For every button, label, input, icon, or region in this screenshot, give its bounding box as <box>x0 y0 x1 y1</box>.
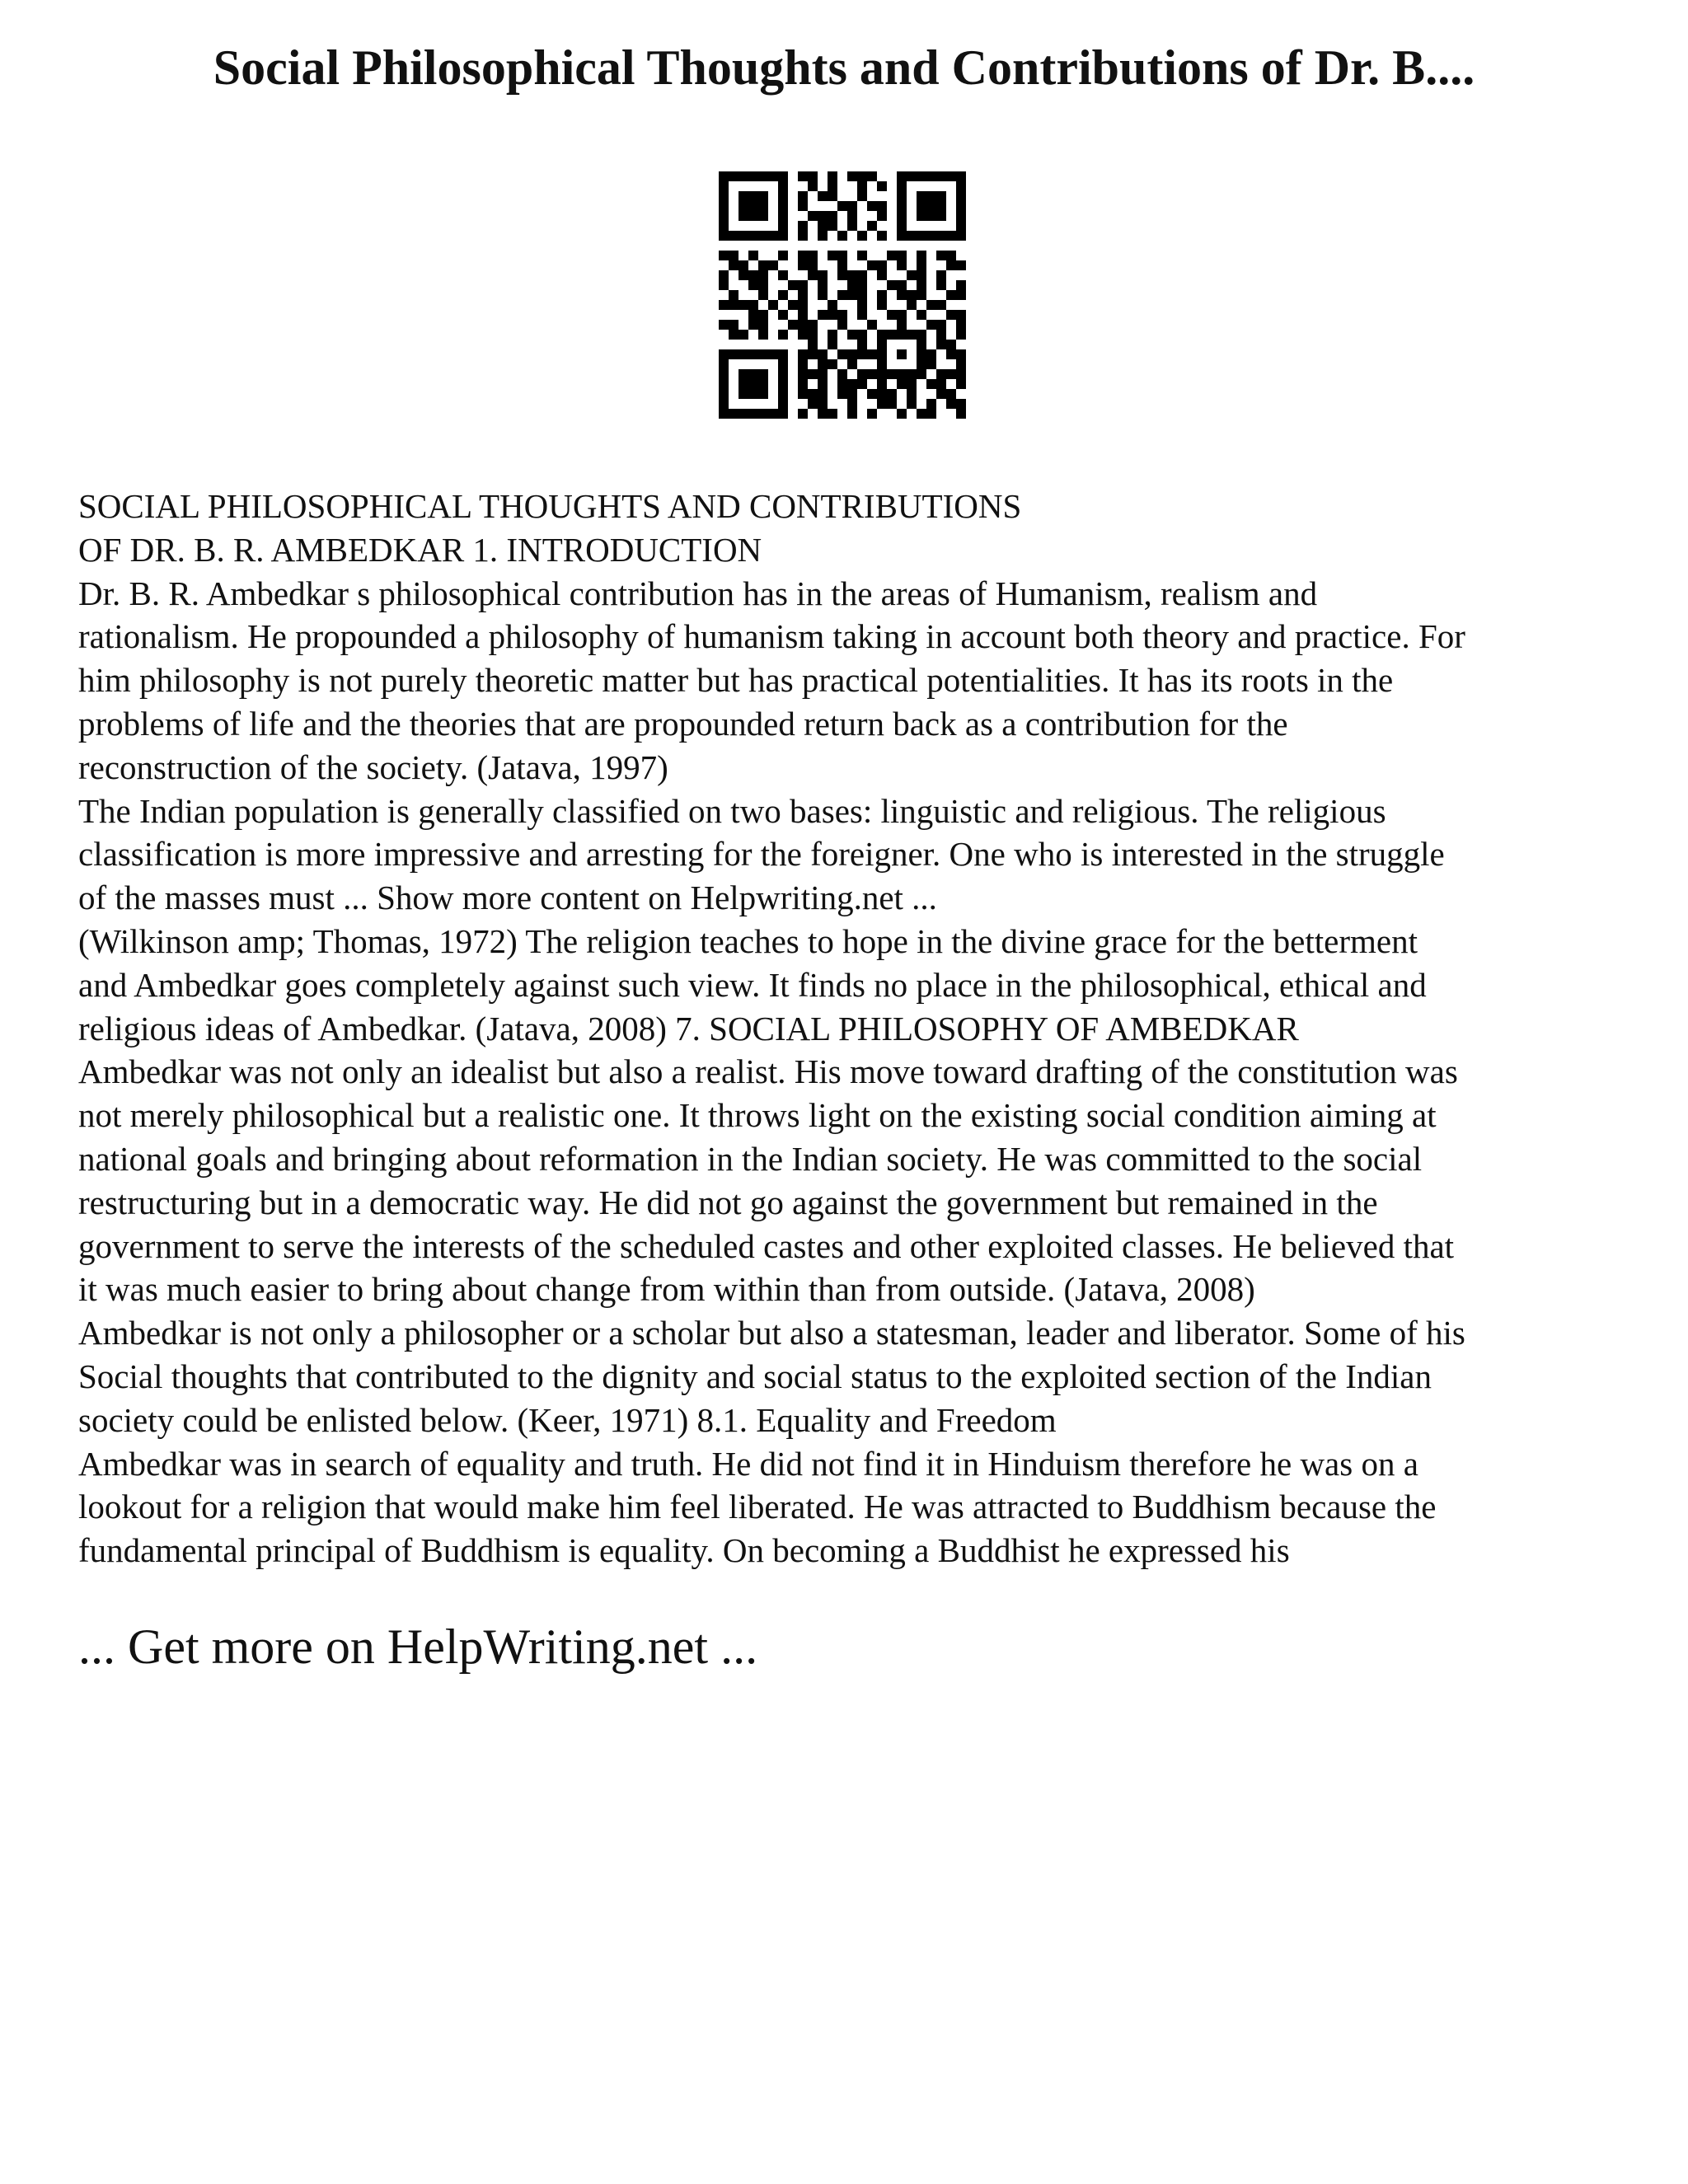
document-body <box>78 485 1644 1572</box>
text-line: classification is more impressive and arresting for the foreigner. One who is interested in the struggle <box>78 835 1445 874</box>
text-line: religious ideas of Ambedkar. (Jatava, 2008) 7. SOCIAL PHILOSOPHY OF AMBEDKAR <box>78 1009 1299 1047</box>
text-line: fundamental principal of Buddhism is equality. On becoming a Buddhist he expressed his <box>78 1531 1290 1570</box>
get-more-link[interactable]: ... Get more on HelpWriting.net ... <box>78 1619 758 1674</box>
text-line: Social thoughts that contributed to the dignity and social status to the exploited section of the Indian <box>78 1357 1432 1395</box>
page-title: Social Philosophical Thoughts and Contributions of Dr. B.... <box>213 40 1475 95</box>
text-line: lookout for a religion that would make him feel liberated. He was attracted to Buddhism because the <box>78 1488 1437 1526</box>
text-line: reconstruction of the society. (Jatava, 1997) <box>78 748 668 786</box>
text-line: OF DR. B. R. AMBEDKAR 1. INTRODUCTION <box>78 530 762 569</box>
text-line: Ambedkar was not only an idealist but also a realist. His move toward drafting of the constitution was <box>78 1052 1458 1091</box>
text-line: not merely philosophical but a realistic one. It throws light on the existing social condition aiming at <box>78 1096 1437 1135</box>
text-line: of the masses must ... Show more content on Helpwriting.net ... <box>78 879 937 917</box>
qr-code-icon <box>719 171 966 419</box>
text-line: and Ambedkar goes completely against such view. It finds no place in the philosophical, ethical and <box>78 965 1427 1004</box>
text-line: (Wilkinson amp; Thomas, 1972) The religion teaches to hope in the divine grace for the betterment <box>78 921 1418 960</box>
text-line: The Indian population is generally classified on two bases: linguistic and religious. The religious <box>78 791 1386 830</box>
text-line: rationalism. He propounded a philosophy of humanism taking in account both theory and practice. For <box>78 617 1465 656</box>
text-line: Dr. B. R. Ambedkar s philosophical contribution has in the areas of Humanism, realism and <box>78 574 1318 612</box>
text-line: it was much easier to bring about change from within than from outside. (Jatava, 2008) <box>78 1270 1255 1309</box>
text-line: problems of life and the theories that are propounded return back as a contribution for the <box>78 704 1288 743</box>
text-line: government to serve the interests of the scheduled castes and other exploited classes. He believed that <box>78 1226 1455 1265</box>
text-line: Ambedkar was in search of equality and truth. He did not find it in Hinduism therefore he was on a <box>78 1444 1418 1483</box>
text-line: Ambedkar is not only a philosopher or a scholar but also a statesman, leader and liberator. Some of his <box>78 1314 1465 1352</box>
text-line: society could be enlisted below. (Keer, 1971) 8.1. Equality and Freedom <box>78 1400 1057 1439</box>
text-line: restructuring but in a democratic way. He did not go against the government but remained in the <box>78 1183 1378 1221</box>
text-line: him philosophy is not purely theoretic matter but has practical potentialities. It has its roots in the <box>78 661 1394 700</box>
text-line: national goals and bringing about reformation in the Indian society. He was committed to the social <box>78 1139 1423 1178</box>
text-line: SOCIAL PHILOSOPHICAL THOUGHTS AND CONTRIBUTIONS <box>78 487 1022 525</box>
